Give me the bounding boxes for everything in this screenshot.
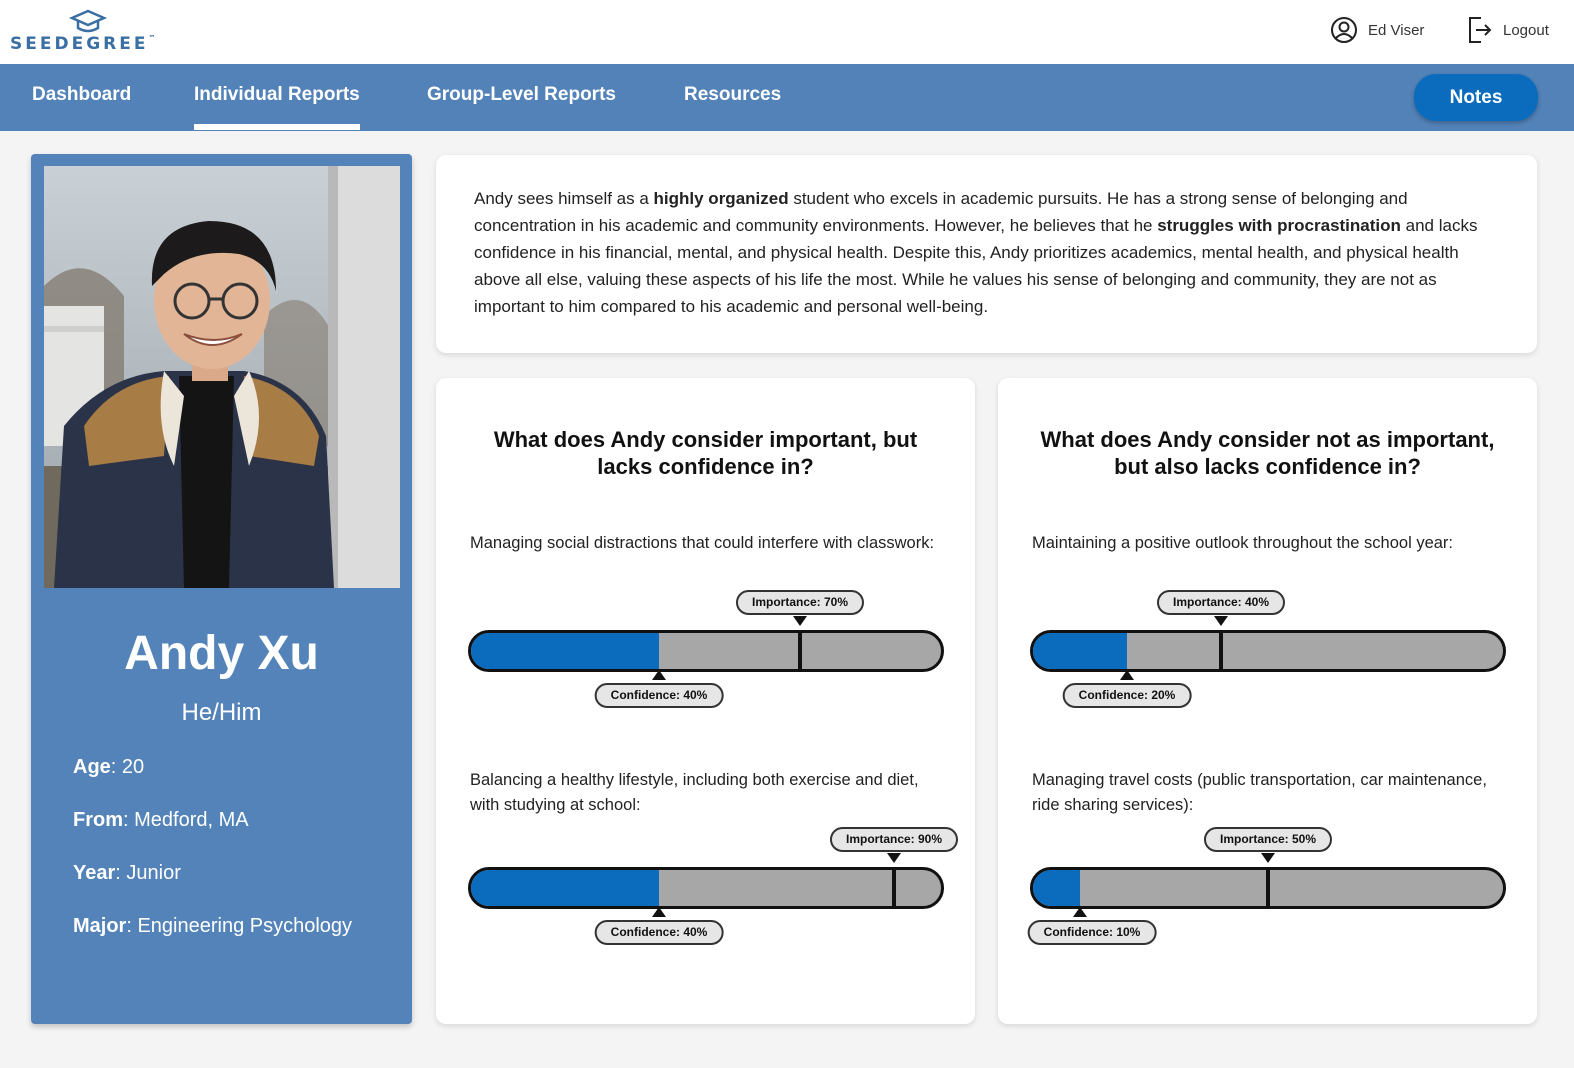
confidence-fill [471,870,659,906]
nav-individual-reports[interactable]: Individual Reports [194,84,360,130]
confidence-label: Confidence: 10% [1028,920,1157,945]
logo-wordmark: SEEDEGREE™ [10,34,156,54]
student-summary-card [436,155,1537,353]
top-header [0,0,1574,64]
gauge-track [1030,867,1506,909]
importance-marker [1266,870,1270,906]
student-profile-card [31,154,412,1024]
confidence-pointer [1120,670,1134,680]
importance-pointer [1214,616,1228,626]
importance-label: Importance: 70% [736,590,864,615]
important-low-confidence-panel [436,378,975,1024]
confidence-fill [1033,633,1127,669]
importance-label: Importance: 50% [1204,827,1332,852]
gauge-bar [468,630,946,674]
confidence-pointer [1073,907,1087,917]
notes-button[interactable]: Notes [1414,74,1538,121]
importance-marker [798,633,802,669]
importance-pointer [793,616,807,626]
nav-dashboard[interactable]: Dashboard [32,84,132,105]
field-year: Year: Junior [73,862,181,884]
item-label: Managing social distractions that could interfere with classwork: [470,534,935,552]
student-photo [44,166,400,588]
item-label: Balancing a healthy lifestyle, including both exercise and diet, with studying at school: [470,771,919,814]
main-nav [0,64,1574,131]
item-label: Managing travel costs (public transportation, car maintenance, ride sharing services): [1032,771,1487,814]
less-important-low-confidence-panel [998,378,1537,1024]
importance-marker [892,870,896,906]
student-name: Andy Xu [124,627,319,680]
nav-group-level-reports[interactable]: Group-Level Reports [427,84,616,105]
importance-pointer [1261,853,1275,863]
student-pronouns: He/Him [181,699,262,726]
field-from: From: Medford, MA [73,809,249,831]
nav-resources[interactable]: Resources [684,84,782,105]
gauge-bar [1030,630,1508,674]
seedegree-logo[interactable] [10,8,180,56]
field-major: Major: Engineering Psychology [73,915,353,937]
gauge-track [468,630,944,672]
importance-pointer [887,853,901,863]
field-age: Age: 20 [73,756,145,778]
user-name: Ed Viser [1368,21,1425,39]
panel-title: What does Andy consider not as important, but also lacks confidence in? [1040,427,1495,479]
gauge-track [1030,630,1506,672]
logout-label: Logout [1503,21,1549,39]
confidence-pointer [652,907,666,917]
gauge-track [468,867,944,909]
logout-icon [1467,15,1493,45]
confidence-label: Confidence: 20% [1063,683,1192,708]
confidence-label: Confidence: 40% [595,683,724,708]
user-circle-icon [1330,16,1358,44]
importance-label: Importance: 90% [830,827,958,852]
panel-title: What does Andy consider important, but lacks confidence in? [493,427,918,479]
confidence-fill [1033,870,1080,906]
confidence-fill [471,633,659,669]
gauge-bar [1030,867,1508,911]
confidence-label: Confidence: 40% [595,920,724,945]
importance-label: Importance: 40% [1157,590,1285,615]
logout-button[interactable] [1467,14,1549,46]
user-account[interactable] [1330,14,1424,46]
gauge-bar [468,867,946,911]
summary-text: Andy sees himself as a highly organized student who excels in academic pursuits. He has a strong sense of belonging and concentration in his academic and community environments. However, he believes that he struggles with procrastination and lacks confidence in his financial, mental, and physical health. Despite this, Andy prioritizes academics, mental health, and physical health above all else, valuing these aspects of his life the most. While he values his sense of belonging and community, they are not as important to him compared to his academic and personal well-being. [474,189,1478,316]
importance-marker [1219,633,1223,669]
item-label: Maintaining a positive outlook throughout the school year: [1032,534,1454,552]
confidence-pointer [652,670,666,680]
